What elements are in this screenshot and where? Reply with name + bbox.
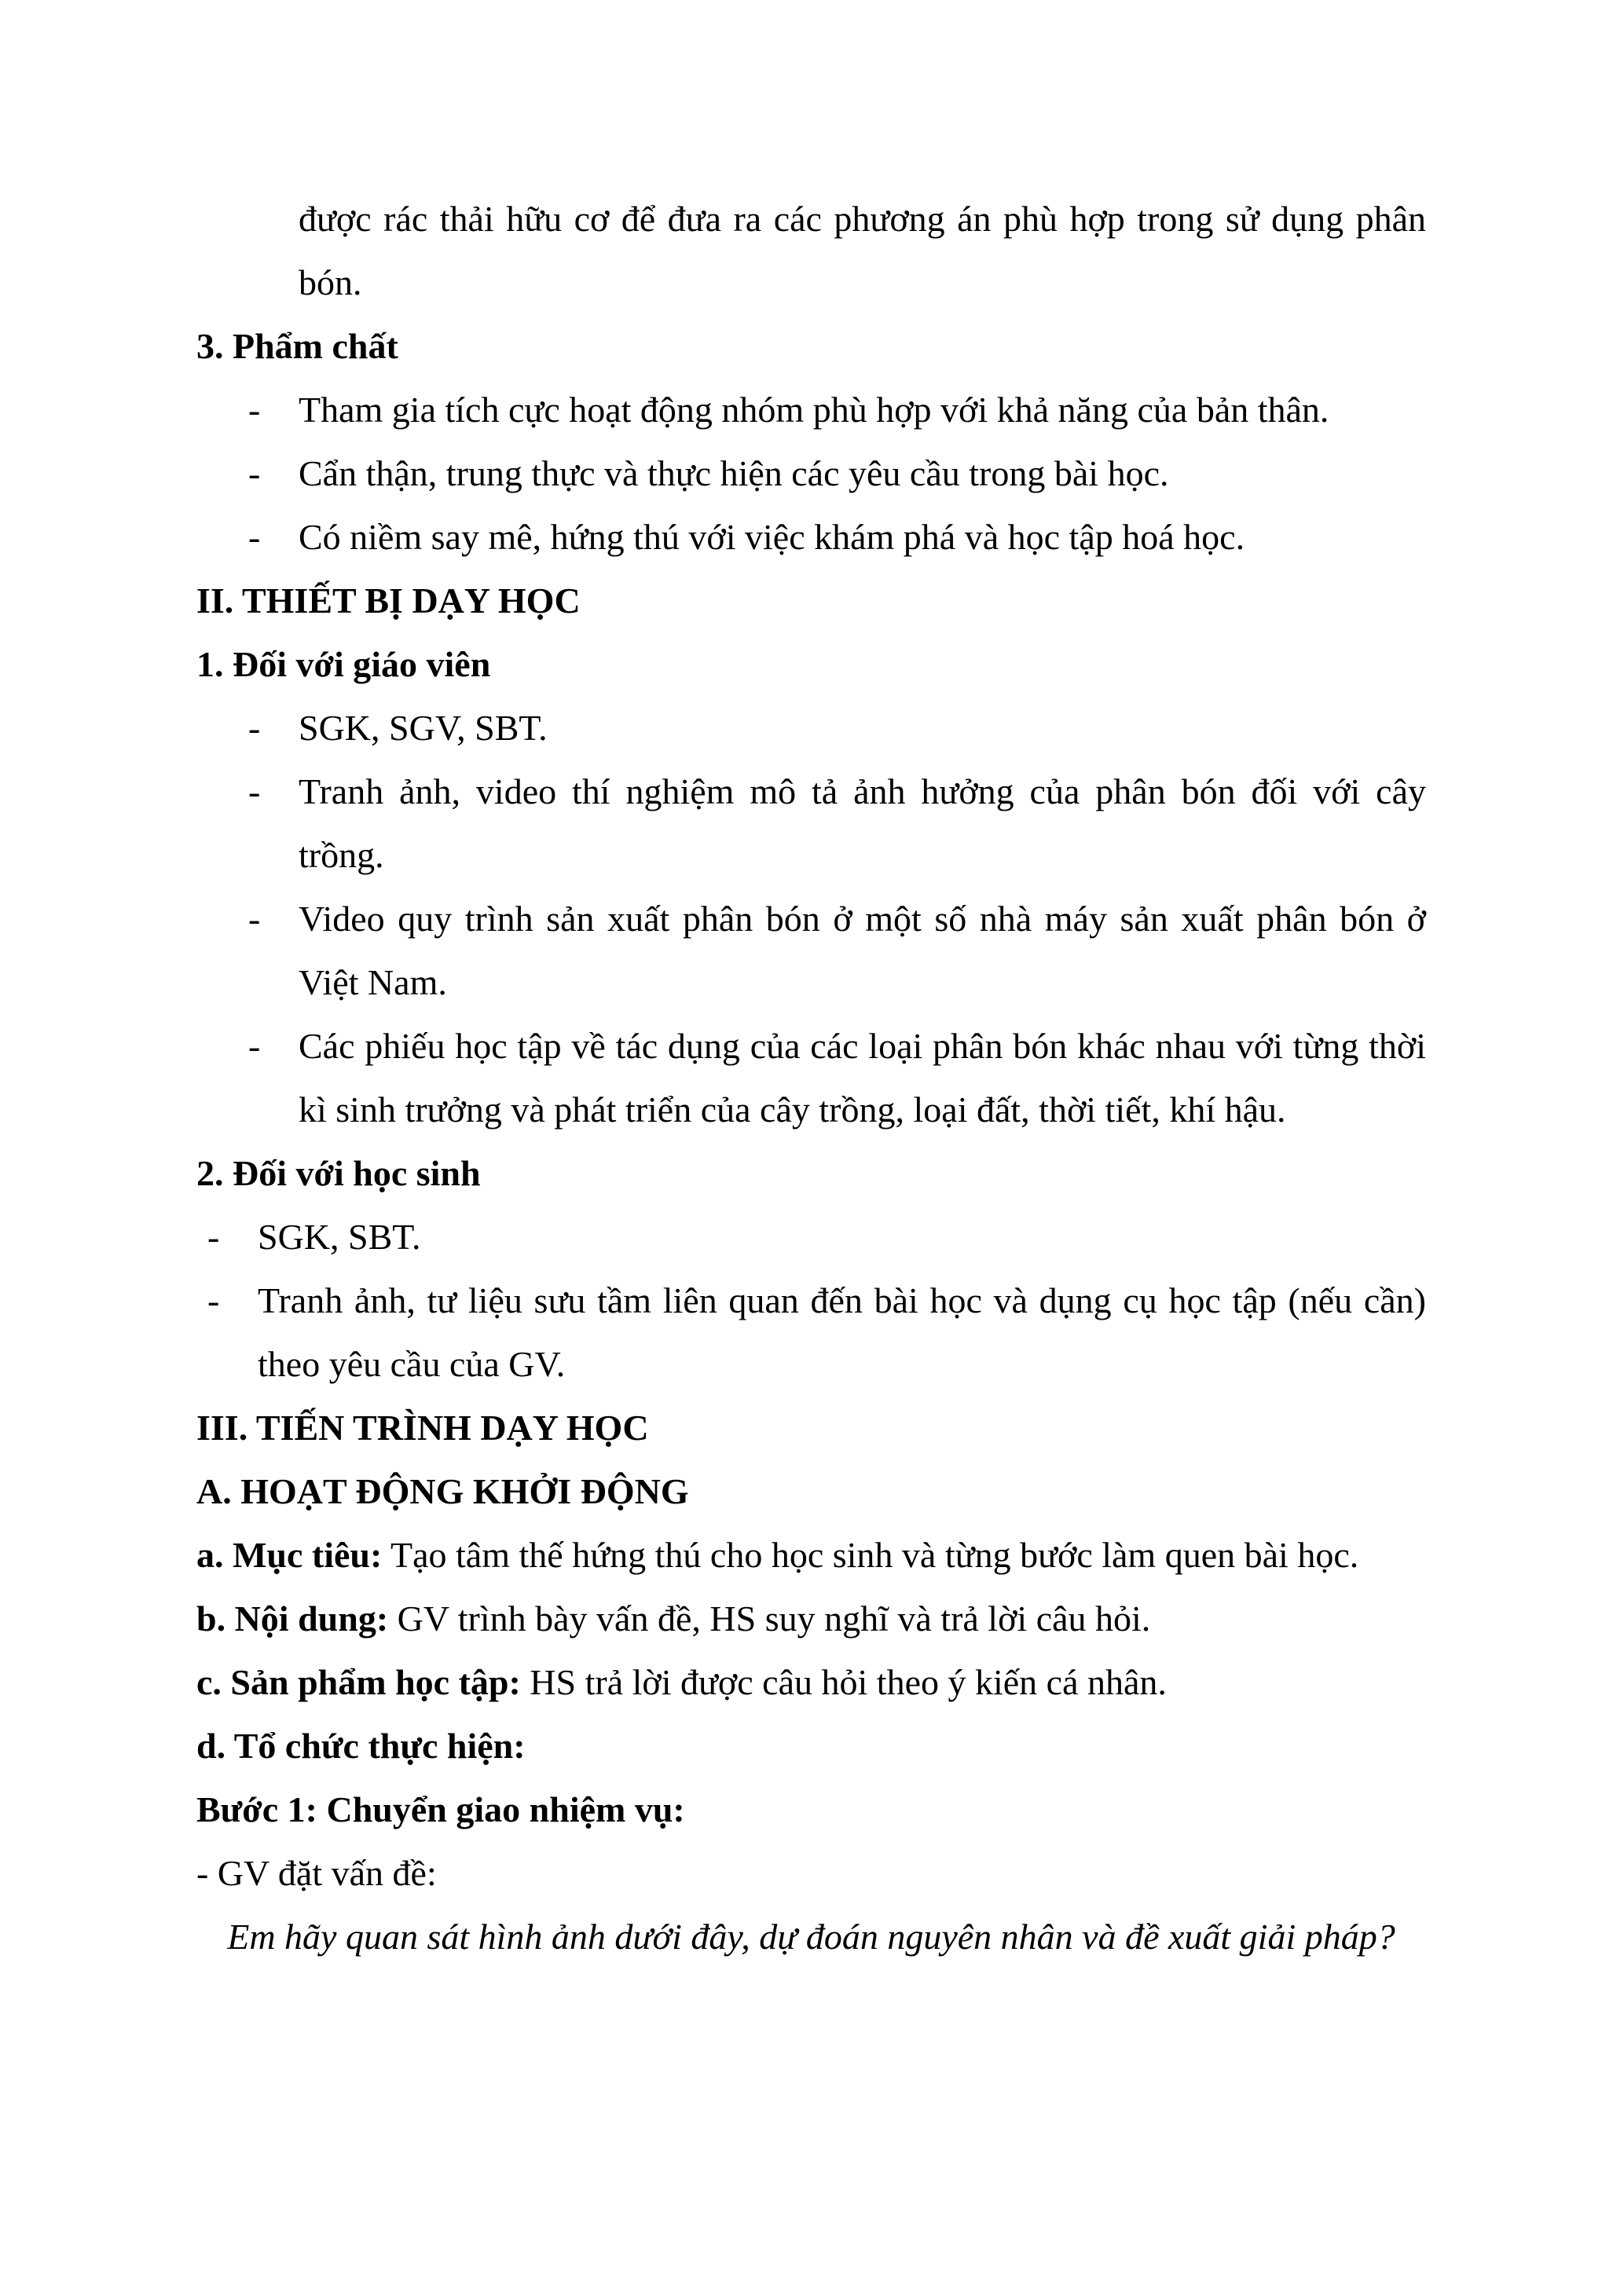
list-item <box>196 1014 1426 1141</box>
paragraph-line: được rác thải hữu cơ để đưa ra các phương án phù hợp trong sử dụng phân <box>299 199 1426 239</box>
list-item <box>196 1205 1426 1269</box>
objective-label: a. Mục tiêu: <box>196 1535 383 1575</box>
list-item <box>196 1269 1426 1396</box>
product-text: HS trả lời được câu hỏi theo ý kiến cá nhân. <box>530 1662 1167 1702</box>
content-text: GV trình bày vấn đề, HS suy nghĩ và trả lời câu hỏi. <box>397 1598 1151 1639</box>
heading-organization: d. Tổ chức thực hiện: <box>196 1726 526 1766</box>
bullet-dash: - <box>248 899 261 939</box>
heading-step1: Bước 1: Chuyển giao nhiệm vụ: <box>196 1789 685 1829</box>
list-item <box>196 441 1426 505</box>
bullet-dash: - <box>207 1217 220 1257</box>
objective-paragraph <box>196 1523 1426 1587</box>
heading-procedure: III. TIẾN TRÌNH DẠY HỌC <box>196 1408 649 1448</box>
list-item <box>196 760 1426 887</box>
paragraph-line: bón. <box>299 262 362 302</box>
heading-equipment: II. THIẾT BỊ DẠY HỌC <box>196 580 581 621</box>
heading-qualities: 3. Phẩm chất <box>196 326 398 366</box>
objective-text: Tạo tâm thế hứng thú cho học sinh và từng bước làm quen bài học. <box>390 1535 1359 1575</box>
heading-activity-a: A. HOẠT ĐỘNG KHỞI ĐỘNG <box>196 1471 689 1511</box>
list-item-text: theo yêu cầu của GV. <box>258 1344 566 1384</box>
bullet-dash: - <box>207 1280 220 1320</box>
list-item-text: Việt Nam. <box>299 962 447 1002</box>
list-item-text: Video quy trình sản xuất phân bón ở một số nhà máy sản xuất phân bón ở <box>299 899 1426 939</box>
intro-continuation-paragraph <box>196 187 1426 314</box>
gv-problem-line: - GV đặt vấn đề: <box>196 1853 437 1893</box>
bullet-dash: - <box>248 453 261 493</box>
list-item-text: Có niềm say mê, hứng thú với việc khám phá và học tập hoá học. <box>299 517 1245 557</box>
content-paragraph <box>196 1587 1426 1650</box>
list-item <box>196 505 1426 569</box>
list-item <box>196 378 1426 441</box>
list-item-text: Tham gia tích cực hoạt động nhóm phù hợp với khả năng của bản thân. <box>299 390 1329 430</box>
list-item-text: SGK, SBT. <box>258 1217 421 1257</box>
product-label: c. Sản phẩm học tập: <box>196 1662 521 1702</box>
list-item-text: Tranh ảnh, video thí nghiệm mô tả ảnh hưởng của phân bón đối với cây <box>299 771 1426 811</box>
bullet-dash: - <box>248 390 261 430</box>
list-item-text: Tranh ảnh, tư liệu sưu tầm liên quan đến bài học và dụng cụ học tập (nếu cần) <box>258 1280 1426 1320</box>
bullet-dash: - <box>248 517 261 557</box>
heading-equipment-teacher: 1. Đối với giáo viên <box>196 644 491 684</box>
list-item-text: kì sinh trưởng và phát triển của cây trồng, loại đất, thời tiết, khí hậu. <box>299 1089 1286 1130</box>
bullet-dash: - <box>248 771 261 811</box>
list-item-text: SGK, SGV, SBT. <box>299 708 548 748</box>
product-paragraph <box>196 1650 1426 1714</box>
bullet-dash: - <box>248 1026 261 1066</box>
list-item <box>196 887 1426 1014</box>
list-item-text: trồng. <box>299 835 384 875</box>
bullet-dash: - <box>248 708 261 748</box>
heading-equipment-student: 2. Đối với học sinh <box>196 1153 481 1193</box>
list-item <box>196 696 1426 760</box>
list-item-text: Cẩn thận, trung thực và thực hiện các yêu cầu trong bài học. <box>299 453 1169 493</box>
content-label: b. Nội dung: <box>196 1598 389 1639</box>
warmup-question: Em hãy quan sát hình ảnh dưới đây, dự đoán nguyên nhân và đề xuất giải pháp? <box>227 1917 1395 1957</box>
list-item-text: Các phiếu học tập về tác dụng của các loại phân bón khác nhau với từng thời <box>299 1026 1426 1066</box>
